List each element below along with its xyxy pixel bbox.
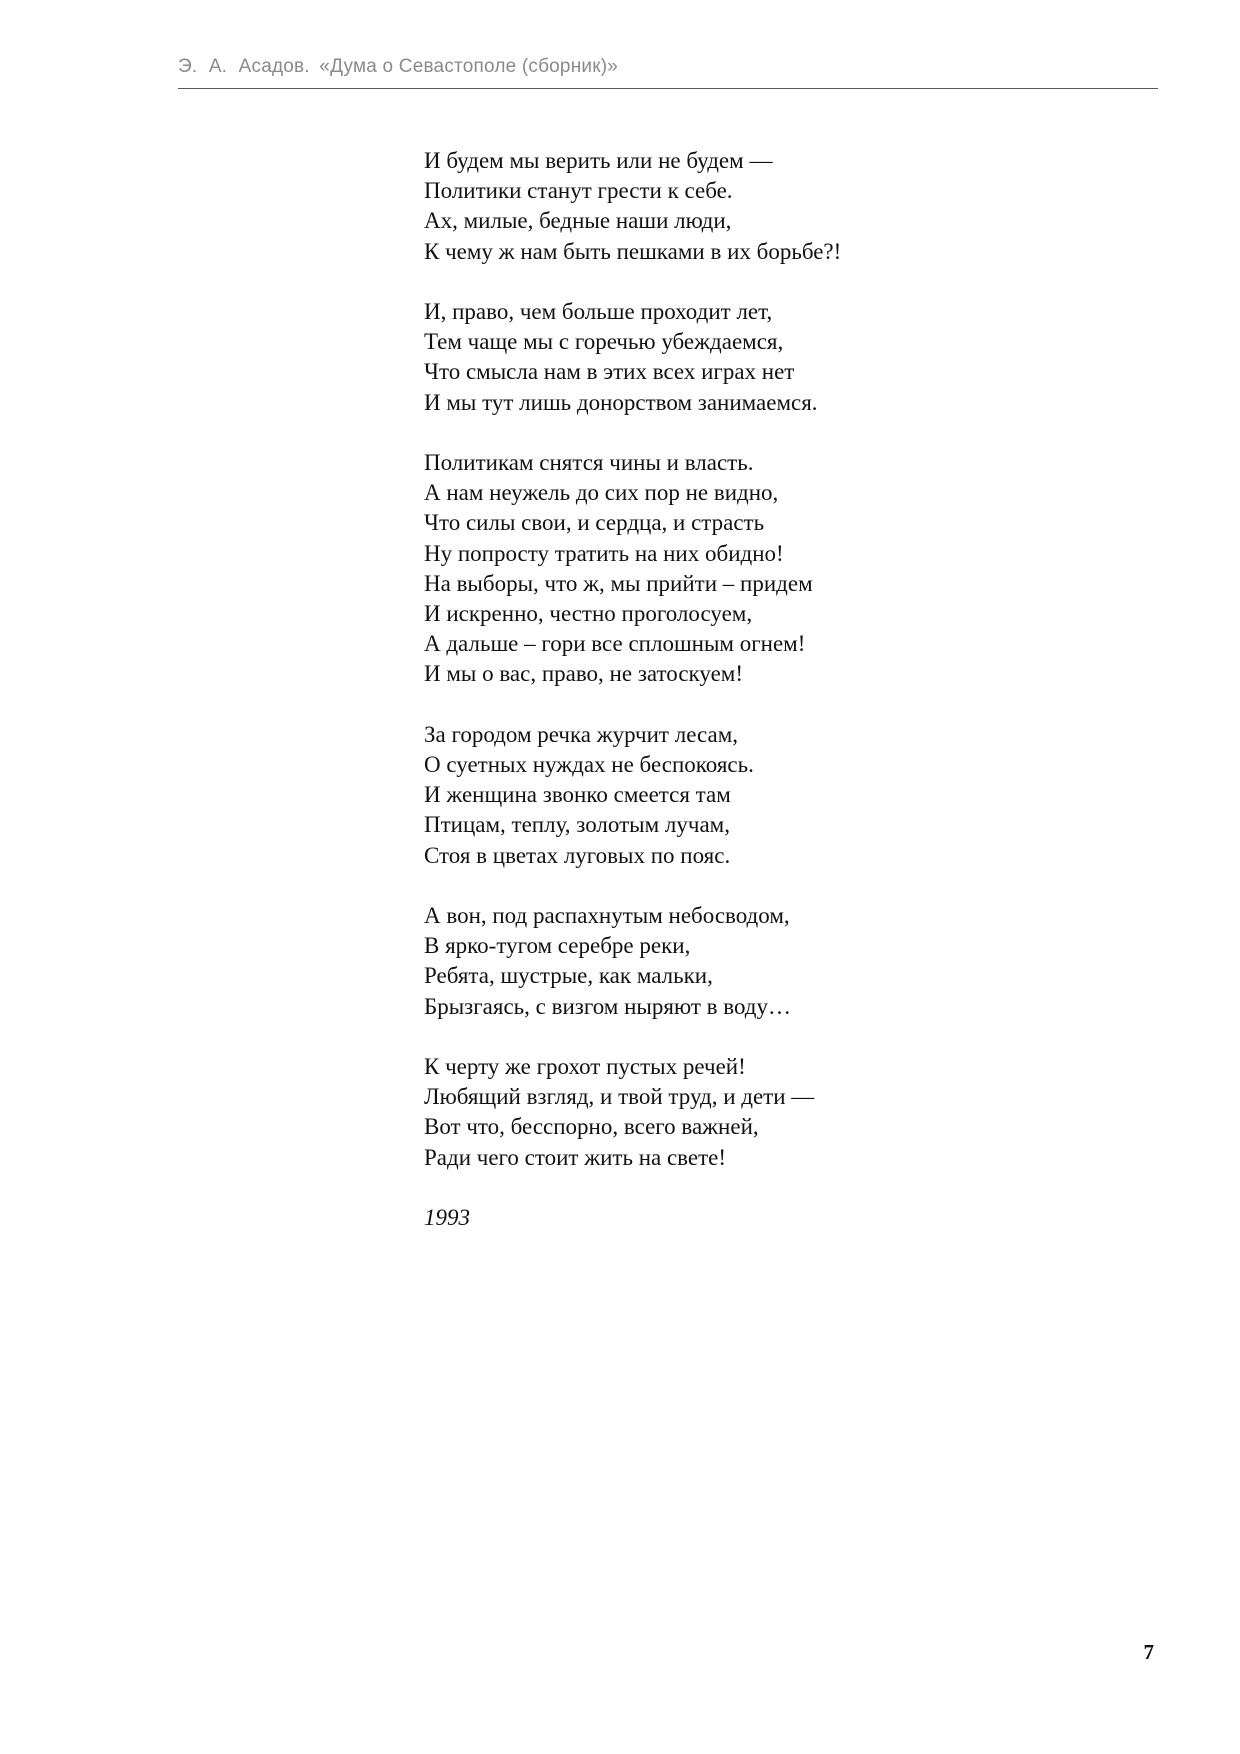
header-divider	[178, 88, 1158, 89]
poem-line: А вон, под распахнутым небосводом,	[424, 903, 790, 929]
stanza-1	[424, 146, 841, 267]
poem-line: Политики станут грести к себе.	[424, 178, 733, 204]
poem-line: Вот что, бесспорно, всего важней,	[424, 1114, 759, 1140]
poem-line: Любящий взгляд, и твой труд, и дети —	[424, 1084, 815, 1110]
stanza-2	[424, 297, 841, 418]
poem-line: Что смысла нам в этих всех играх нет	[424, 359, 795, 385]
poem-line: Политикам снятся чины и власть.	[424, 450, 754, 475]
stanza-5	[424, 901, 841, 1022]
poem-line: К черту же грохот пустых речей!	[424, 1054, 746, 1080]
poem-line: Ах, милые, бедные наши люди,	[424, 208, 732, 234]
header-book-title: «Дума о Севастополе (сборник)»	[319, 56, 619, 77]
stanza-6	[424, 1052, 841, 1173]
page-number: 7	[1143, 1640, 1154, 1664]
poem-line: В ярко-тугом серебре реки,	[424, 933, 691, 959]
poem-line: За городом речка журчит лесам,	[424, 721, 738, 747]
poem-line: Ребята, шустрые, как мальки,	[424, 963, 713, 989]
poem-line: На выборы, что ж, мы прийти – придем	[424, 570, 813, 596]
poem-line: Ну попросту тратить на них обидно!	[424, 540, 784, 566]
poem-line: Тем чаще мы с горечью убеждаемся,	[424, 329, 784, 355]
poem-line: И искренно, честно проголосуем,	[424, 601, 753, 627]
poem-line: И женщина звонко смеется там	[424, 782, 731, 808]
poem-year: 1993	[424, 1205, 470, 1231]
poem-line: Птицам, теплу, золотым лучам,	[424, 812, 730, 838]
poem-line: И мы о вас, право, не затоскуем!	[424, 661, 744, 687]
poem-line: К чему ж нам быть пешками в их борьбе?!	[424, 238, 842, 264]
stanza-4	[424, 720, 841, 871]
poem-line: Что силы свои, и сердца, и страсть	[424, 510, 765, 536]
poem-line: А дальше – гори все сплошным огнем!	[424, 631, 806, 657]
poem-body	[424, 146, 841, 1233]
poem-line: И будем мы верить или не будем —	[424, 148, 773, 173]
poem-line: Стоя в цветах луговых по пояс.	[424, 842, 731, 868]
header-author: Э. А. Асадов.	[178, 56, 310, 77]
poem-line: А нам неужель до сих пор не видно,	[424, 480, 779, 506]
poem-line: И мы тут лишь донорством занимаемся.	[424, 389, 818, 415]
running-header	[178, 56, 618, 78]
poem-line: И, право, чем больше проходит лет,	[424, 299, 773, 324]
poem-line: О суетных нуждах не беспокоясь.	[424, 752, 754, 778]
stanza-3	[424, 448, 841, 690]
poem-line: Ради чего стоит жить на свете!	[424, 1144, 727, 1170]
poem-line: Брызгаясь, с визгом ныряют в воду…	[424, 993, 791, 1019]
